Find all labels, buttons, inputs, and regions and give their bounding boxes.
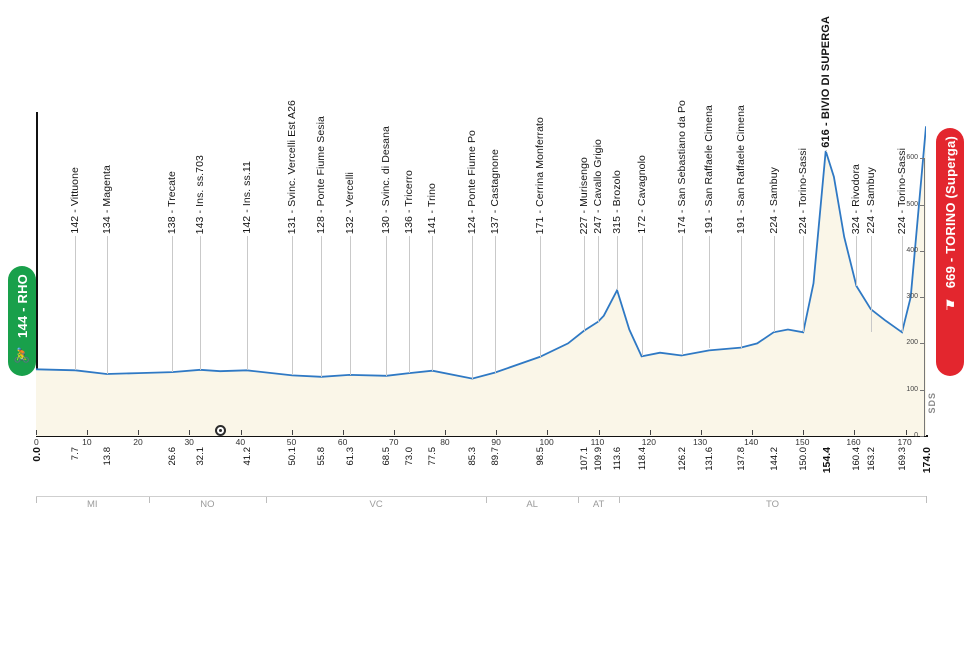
leader-line [472, 236, 473, 379]
province-tick [926, 496, 927, 503]
altitude-tick [920, 436, 924, 437]
leader-line [826, 150, 827, 152]
province-span [36, 496, 149, 497]
km-label: 32.1 [195, 447, 207, 466]
x-tick-label: 100 [539, 437, 554, 447]
x-tick [292, 430, 293, 435]
km-label: 77.5 [427, 447, 439, 466]
km-label: 126.2 [676, 447, 688, 471]
x-tick [445, 430, 446, 435]
leader-line [540, 236, 541, 357]
finish-flag-icon: ⚑ [943, 297, 957, 314]
place-label: 616 - BIVIO DI SUPERGA [819, 16, 832, 148]
x-tick-label: 60 [337, 437, 348, 447]
x-tick [650, 430, 651, 435]
place-label: 171 - Cerrina Monferrato [533, 116, 546, 234]
x-tick [599, 430, 600, 435]
start-label: 144 - RHO [14, 274, 30, 338]
km-label: 163.2 [865, 447, 877, 471]
x-tick [394, 430, 395, 435]
place-label: 141 - Trino [426, 182, 439, 234]
leader-line [350, 236, 351, 375]
x-tick-label: 150 [795, 437, 810, 447]
leader-line [321, 236, 322, 377]
leader-line [386, 236, 387, 376]
x-tick [547, 430, 548, 435]
leader-line [803, 236, 804, 332]
altitude-tick-label: 600 [906, 154, 918, 162]
x-tick-label: 0 [34, 437, 39, 447]
province-span [619, 496, 926, 497]
x-tick [241, 430, 242, 435]
province-label: AT [592, 499, 605, 510]
x-tick-label: 20 [133, 437, 143, 447]
leader-line [584, 236, 585, 331]
km-label: 174.0 [921, 447, 933, 474]
km-label: 107.1 [578, 447, 590, 471]
altitude-tick-label: 200 [906, 339, 918, 347]
cyclist-icon: 🚴 [13, 346, 31, 363]
altitude-tick [920, 390, 924, 391]
altitude-tick-label: 300 [906, 293, 918, 301]
km-label: 13.8 [101, 447, 113, 466]
leader-line [682, 236, 683, 355]
x-tick [343, 430, 344, 435]
altitude-tick-label: 100 [906, 385, 918, 393]
place-label: 191 - San Raffaele Cimena [734, 105, 747, 234]
x-tick [87, 430, 88, 435]
leader-line [617, 236, 618, 290]
leader-line [75, 236, 76, 370]
province-span [149, 496, 267, 497]
place-label: 128 - Ponte Fiume Sesia [315, 116, 328, 234]
km-label: 144.2 [768, 447, 780, 471]
x-tick-label: 80 [440, 437, 450, 447]
km-label: 137.8 [735, 447, 747, 471]
km-label: 68.5 [381, 447, 393, 466]
place-label: 191 - San Raffaele Cimena [703, 105, 716, 234]
place-label: 324 - Rivodora [850, 163, 863, 234]
leader-line [409, 236, 410, 373]
km-label: 154.4 [820, 447, 833, 474]
place-label: 142 - Vittuone [69, 167, 82, 234]
x-tick-label: 90 [491, 437, 501, 447]
x-tick-label: 110 [590, 437, 605, 447]
finish-label: 669 - TORINO (Superga) [942, 136, 958, 289]
km-label: 131.6 [704, 447, 716, 471]
leader-line [774, 236, 775, 332]
x-tick-label: 170 [897, 437, 912, 447]
province-label: NO [200, 499, 215, 510]
leader-line [741, 236, 742, 348]
km-label: 55.8 [316, 447, 328, 466]
place-label: 142 - Ins. ss.11 [240, 161, 253, 234]
start-marker [8, 266, 36, 376]
altitude-axis [924, 158, 925, 436]
x-tick-label: 50 [286, 437, 297, 447]
x-tick-label: 70 [389, 437, 399, 447]
place-label: 247 - Cavallo Grigio [592, 139, 605, 234]
place-label: 131 - Svinc. Vercelli Est A26 [286, 99, 299, 234]
province-span [578, 496, 619, 497]
credit-label: SDS [927, 392, 937, 414]
place-label: 315 - Brozolo [611, 170, 624, 234]
altitude-tick [920, 251, 924, 252]
altitude-tick [920, 158, 924, 159]
km-label: 160.4 [851, 447, 863, 471]
province-span [266, 496, 486, 497]
place-label: 224 - Sambuy [864, 167, 877, 234]
leader-line [432, 236, 433, 371]
x-tick [803, 430, 804, 435]
place-label: 137 - Castagnone [488, 148, 501, 234]
altitude-tick-label: 0 [914, 432, 918, 439]
place-label: 143 - Ins. ss.703 [194, 154, 207, 234]
finish-marker [936, 128, 964, 376]
place-label: 124 - Ponte Fiume Po [466, 129, 479, 234]
altitude-tick [920, 205, 924, 206]
leader-line [871, 236, 872, 332]
x-tick-label: 130 [692, 437, 708, 447]
km-label: 61.3 [344, 447, 356, 466]
km-label: 169.3 [896, 447, 908, 471]
leader-line [598, 236, 599, 322]
place-label: 172 - Cavagnolo [635, 155, 648, 234]
leader-line [172, 236, 173, 372]
x-tick-label: 10 [82, 437, 92, 447]
leader-line [200, 236, 201, 370]
leader-line [856, 236, 857, 286]
km-label: 26.6 [167, 447, 179, 466]
province-label: MI [86, 499, 98, 510]
leader-line [709, 236, 710, 348]
x-tick-label: 30 [184, 437, 194, 447]
place-label: 138 - Trecate [166, 170, 179, 234]
place-label: 132 - Vercelli [343, 171, 356, 234]
province-label: VC [369, 499, 383, 510]
place-label: 130 - Svinc. di Desana [380, 126, 393, 234]
x-tick [701, 430, 702, 435]
km-label: 89.7 [489, 447, 501, 466]
x-tick-label: 160 [846, 437, 861, 447]
leader-line [107, 236, 108, 374]
x-tick [752, 430, 753, 435]
province-label: AL [526, 499, 538, 510]
place-label: 134 - Magenta [100, 164, 113, 234]
province-span [486, 496, 578, 497]
elevation-profile [36, 112, 926, 437]
x-tick-label: 120 [641, 437, 656, 447]
leader-line [292, 236, 293, 375]
altitude-tick [920, 343, 924, 344]
place-label: 174 - San Sebastiano da Po [675, 100, 688, 234]
km-label: 85.3 [467, 447, 479, 466]
km-label: 73.0 [404, 447, 416, 466]
x-tick [189, 430, 190, 435]
province-label: TO [766, 499, 780, 510]
km-label: 98.5 [534, 447, 546, 466]
km-label: 113.6 [612, 447, 624, 471]
x-tick [496, 430, 497, 435]
place-label: 136 - Tricerro [403, 170, 416, 234]
km-label: 7.7 [70, 447, 82, 461]
elevation-area-path [36, 112, 926, 437]
altitude-tick-label: 500 [906, 200, 918, 208]
km-label: 0.0 [31, 447, 43, 462]
km-label: 41.2 [241, 447, 253, 466]
altitude-tick-label: 400 [906, 246, 918, 254]
x-tick [138, 430, 139, 435]
place-label: 224 - Torino-Sassi [797, 147, 810, 234]
leader-line [642, 236, 643, 356]
place-label: 227 - Murisengo [577, 156, 590, 234]
km-label: 50.1 [287, 447, 299, 466]
km-label: 150.0 [798, 447, 810, 471]
x-tick-label: 140 [744, 437, 759, 447]
x-tick [36, 430, 37, 435]
x-tick-label: 40 [235, 437, 246, 447]
km-label: 118.4 [636, 447, 648, 471]
x-tick [854, 430, 855, 435]
leader-line [495, 236, 496, 373]
leader-line [247, 236, 248, 370]
altitude-tick [920, 297, 924, 298]
place-label: 224 - Torino-Sassi [895, 147, 908, 234]
km-label: 109.9 [593, 447, 605, 471]
place-label: 224 - Sambuy [767, 167, 780, 234]
